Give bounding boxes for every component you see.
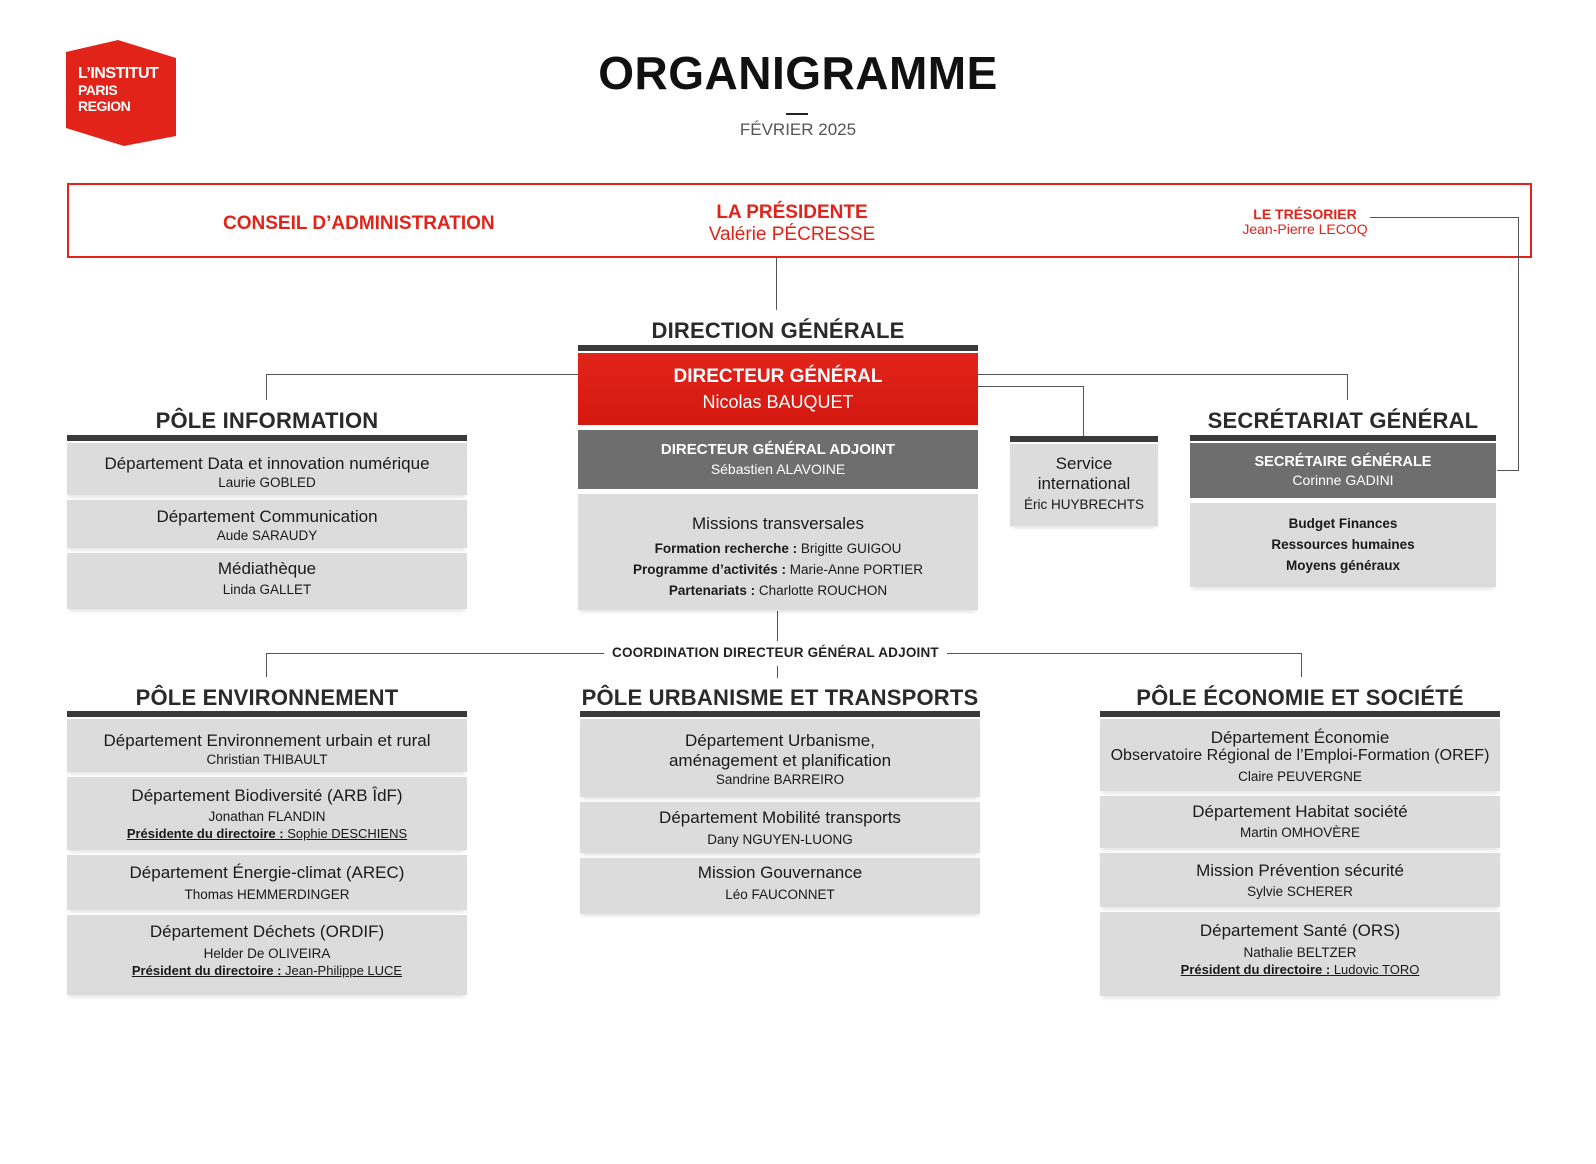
eco-item-prevention [1100,853,1500,907]
connector-coord-to-env [266,653,267,677]
item-title: Département Data et innovation numérique [104,454,430,473]
logo-line-1: L’INSTITUT [78,65,159,82]
mission-item: Formation recherche : Brigitte GUIGOU [654,541,902,556]
connector-dg-to-intl-h [978,386,1084,387]
env-item-energie-climat [67,855,467,910]
item-name: Laurie GOBLED [218,475,316,490]
page-title: ORGANIGRAMME [598,47,998,99]
sg-services-box [1190,503,1496,587]
item-title: Département Santé (ORS) [1199,921,1401,940]
intl-name: Éric HUYBRECHTS [1023,497,1144,512]
sg-service-item: Budget Finances [1288,516,1398,531]
president-name: Valérie PÉCRESSE [708,224,876,245]
sg-name: Corinne GADINI [1292,472,1394,488]
item-name: Aude SARAUDY [216,528,318,543]
item-title: aménagement et planification [668,751,892,770]
item-name: Linda GALLET [222,582,312,597]
pole-info-item-data [67,443,467,495]
secretariat-bar [1190,435,1496,441]
item-title: Médiathèque [217,559,317,578]
item-title: Observatoire Régional de l’Emploi-Formation (OREF) [1110,747,1490,764]
env-item-biodiversite [67,777,467,850]
pole-information-title: PÔLE INFORMATION [155,408,379,433]
item-name: Claire PEUVERGNE [1238,769,1362,784]
intl-bar [1010,436,1158,442]
connector-treasurer-right [1370,217,1519,218]
logo-line-3: REGION [78,98,131,114]
item-name: Sylvie SCHERER [1247,884,1353,899]
item-name: Martin OMHOVÈRE [1239,825,1361,840]
item-title: Département Habitat société [1192,802,1408,821]
dga-box [578,430,978,489]
item-title: Mission Gouvernance [697,863,863,882]
item-title: Département Énergie-climat (AREC) [129,863,405,882]
item-title: Département Économie [1210,728,1390,747]
dga-title: DIRECTEUR GÉNÉRAL ADJOINT [660,441,896,458]
connector-board-to-direction [776,258,777,310]
direction-bar [578,345,978,351]
eco-item-sante [1100,912,1500,996]
item-president: Présidente du directoire : Sophie DESCHIENS [126,826,408,841]
pole-environnement-title: PÔLE ENVIRONNEMENT [135,685,399,710]
pole-info-item-communication [67,500,467,548]
pole-information-bar [67,435,467,441]
pole-economie-bar [1100,711,1500,717]
dg-name: Nicolas BAUQUET [702,392,854,412]
item-president: Président du directoire : Ludovic TORO [1180,962,1420,977]
pole-urbanisme-bar [580,711,980,717]
pole-urbanisme-title: PÔLE URBANISME ET TRANSPORTS [581,685,979,710]
dga-name: Sébastien ALAVOINE [710,461,846,477]
item-name: Dany NGUYEN-LUONG [707,832,853,847]
eco-item-habitat [1100,796,1500,848]
item-name: Helder De OLIVEIRA [203,946,331,961]
eco-item-economie [1100,719,1500,791]
connector-treasurer-to-sg [1497,470,1519,471]
env-item-urbain-rural [67,719,467,772]
dg-box [578,353,978,425]
item-title: Mission Prévention sécurité [1196,861,1404,880]
missions-title: Missions transversales [692,514,864,533]
sg-title: SECRÉTAIRE GÉNÉRALE [1254,454,1432,470]
item-title: Département Biodiversité (ARB ÎdF) [131,786,403,805]
connector-dg-to-pole-info-h [266,374,578,375]
pole-environnement-bar [67,711,467,717]
intl-line-1: Service [1055,454,1113,473]
connector-dg-to-pole-info-v [266,374,267,400]
connector-coord-to-urbanisme [777,666,778,678]
connector-treasurer-down [1518,217,1519,471]
logo-line-2: PARIS [78,82,118,98]
treasurer-title: LE TRÉSORIER [1253,206,1357,222]
item-name: Christian THIBAULT [206,752,328,767]
item-title: Département Communication [156,507,378,526]
item-name: Sandrine BARREIRO [715,772,845,787]
item-name: Jonathan FLANDIN [208,809,326,824]
mission-item: Programme d’activités : Marie-Anne PORTIER [632,562,924,577]
president-title: LA PRÉSIDENTE [716,202,868,223]
connector-missions-to-coord [777,611,778,641]
item-title: Département Urbanisme, [685,731,875,750]
env-item-dechets [67,915,467,995]
title-divider [786,113,808,115]
service-international-box [1010,444,1158,526]
item-title: Département Environnement urbain et rural [103,731,431,750]
connector-dg-to-sg-h [978,374,1348,375]
page-date: FÉVRIER 2025 [739,120,857,139]
sg-service-item: Moyens généraux [1285,558,1401,573]
item-name: Thomas HEMMERDINGER [184,887,350,902]
urb-item-urbanisme [580,719,980,797]
dg-title: DIRECTEUR GÉNÉRAL [673,366,883,387]
item-title: Département Déchets (ORDIF) [149,922,385,941]
intl-line-2: international [1037,474,1131,493]
urb-item-gouvernance [580,858,980,914]
secretariat-title: SECRÉTARIAT GÉNÉRAL [1207,408,1479,433]
connector-coord-to-eco [1301,653,1302,677]
direction-title: DIRECTION GÉNÉRALE [651,318,905,343]
item-name: Léo FAUCONNET [725,887,835,902]
pole-info-item-mediatheque [67,553,467,609]
pole-economie-title: PÔLE ÉCONOMIE ET SOCIÉTÉ [1136,685,1464,710]
connector-dg-to-sg-v [1347,374,1348,400]
item-president: Président du directoire : Jean-Philippe LUCE [131,963,403,978]
sg-box [1190,443,1496,498]
sg-service-item: Ressources humaines [1271,537,1415,552]
board-label: CONSEIL D’ADMINISTRATION [223,213,495,234]
coordination-label: COORDINATION DIRECTEUR GÉNÉRAL ADJOINT [604,645,947,660]
missions-box [578,494,978,610]
connector-dg-to-intl-v [1083,386,1084,436]
urb-item-mobilite [580,802,980,853]
item-title: Département Mobilité transports [659,808,901,827]
treasurer-name: Jean-Pierre LECOQ [1242,221,1368,237]
mission-item: Partenariats : Charlotte ROUCHON [668,583,888,598]
item-name: Nathalie BELTZER [1243,945,1357,960]
